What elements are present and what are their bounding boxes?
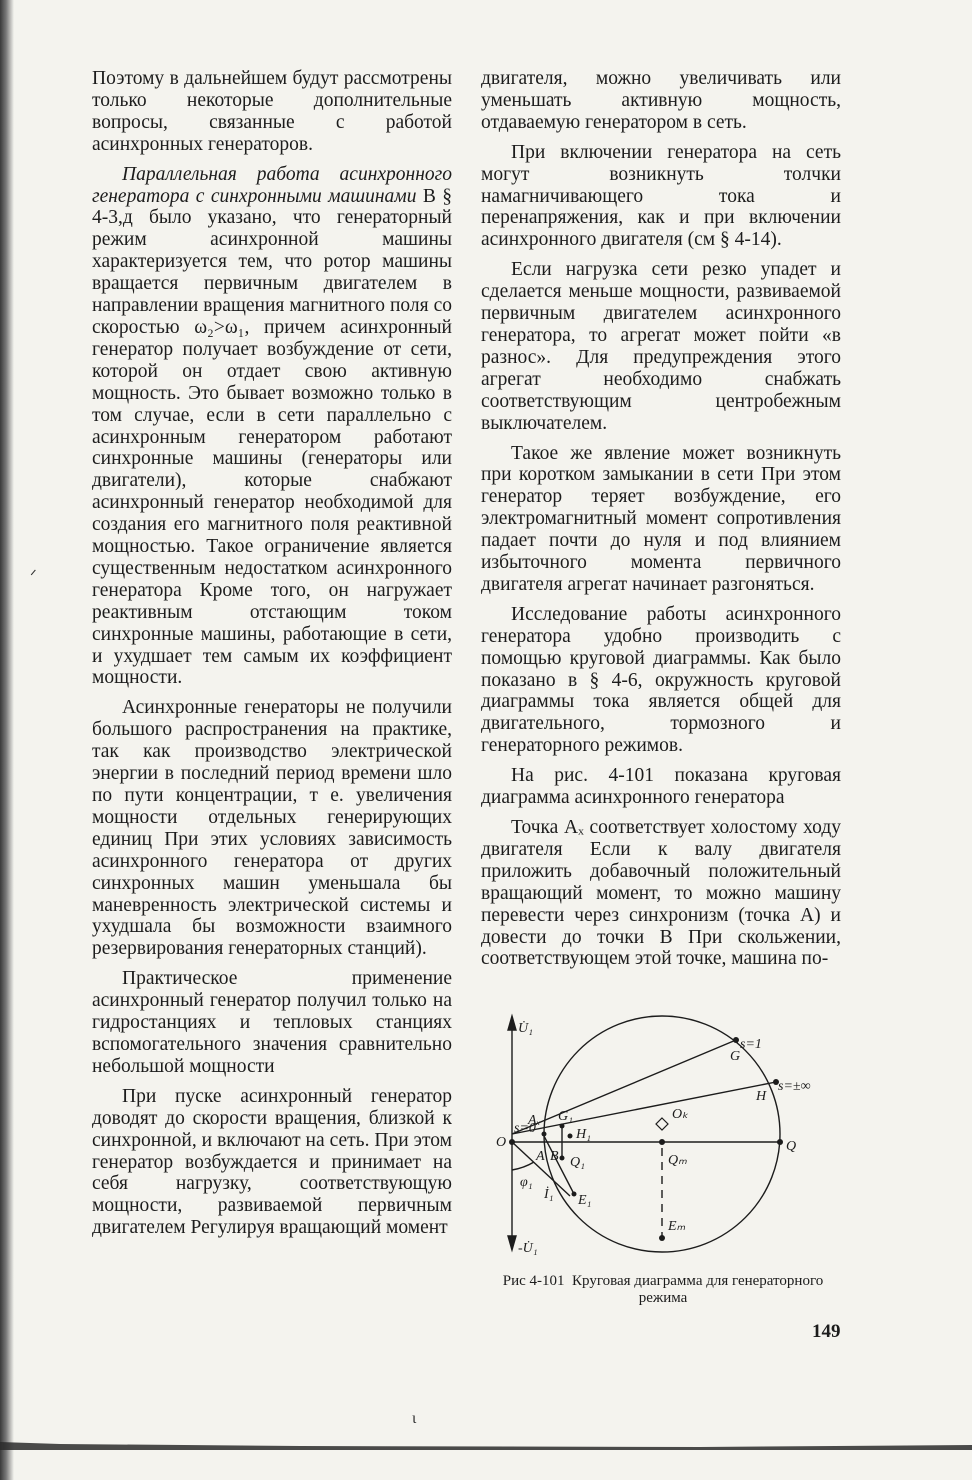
paragraph: Асинхронные генераторы не получили большого распространения на практике, так как производство электрической энергии в последний период времени шло по пути концентрации, т е. увеличения мощности отдельных генерирующих единиц При этих условиях зависимость асинхронного генератора от других синхронных машин уменьшала бы маневренность электрической системы и ухудшала бы возможности взаимного резервирования генераторных станций). bbox=[92, 697, 452, 960]
paragraph: При включении генератора на сеть могут возникнуть толчки намагничивающего тока и перенапряжения, как и при включении асинхронного двигателя (см § 4-14). bbox=[481, 141, 841, 251]
scan-mark: ι bbox=[412, 1410, 417, 1427]
neg-u1-arrow-icon bbox=[508, 1236, 516, 1250]
scan-shadow-left bbox=[0, 0, 14, 1480]
phi-arc bbox=[512, 1162, 534, 1170]
point-q bbox=[777, 1139, 783, 1145]
label-qm: Qₘ bbox=[668, 1153, 687, 1168]
label-h1: H₁ bbox=[576, 1127, 591, 1142]
left-text-column bbox=[92, 68, 452, 1239]
label-u1: U̇₁ bbox=[518, 1021, 533, 1036]
point-o bbox=[509, 1139, 515, 1145]
center-ok-marker bbox=[656, 1118, 668, 1130]
point-em bbox=[659, 1235, 665, 1241]
caption-text: Круговая диаграмма для генераторного режима bbox=[572, 1273, 824, 1306]
paragraph: Поэтому в дальнейшем будут рассмотрены только некоторые дополнительные вопросы, связанные с работой асинхронных генераторов. bbox=[92, 68, 452, 155]
label-a: A bbox=[536, 1149, 545, 1164]
line-to-g bbox=[512, 1040, 736, 1134]
scan-shadow-bottom bbox=[0, 1440, 972, 1450]
point-e1 bbox=[572, 1192, 577, 1197]
right-text-column bbox=[481, 68, 841, 970]
label-s1: s=1 bbox=[740, 1037, 762, 1052]
circle-diagram bbox=[478, 1008, 848, 1268]
label-q1: Q₁ bbox=[570, 1155, 585, 1170]
point-h1 bbox=[568, 1134, 573, 1139]
paragraph bbox=[92, 164, 452, 690]
point-a bbox=[542, 1132, 547, 1137]
label-e1: E₁ bbox=[578, 1193, 592, 1208]
label-ax: Aₓ bbox=[528, 1113, 541, 1128]
point-q1 bbox=[560, 1156, 565, 1161]
circle-diagram-figure bbox=[478, 1008, 848, 1268]
page-number: 149 bbox=[812, 1321, 841, 1342]
label-sinf: s=±∞ bbox=[778, 1079, 811, 1094]
paragraph: Практическое применение асинхронный генератор получил только на гидростанциях и тепловых станциях вспомогательного значения сравнительно небольшой мощности bbox=[92, 968, 452, 1077]
label-g: G bbox=[730, 1049, 741, 1064]
label-b: B bbox=[550, 1149, 559, 1164]
figure-caption bbox=[478, 1273, 848, 1307]
label-o: O bbox=[496, 1135, 507, 1150]
scan-mark: ᐟ bbox=[30, 568, 37, 585]
paragraph: Если нагрузка сети резко упадет и сделается меньше мощности, развиваемой первичным двигателем асинхронного генератора, то агрегат может пойти «в разнос». Для предупреждения этого агрегат необходимо снабжать соответствующим центробежным выключателем. bbox=[481, 259, 841, 434]
label-s0: s=0 bbox=[514, 1121, 536, 1136]
paragraph: При пуске асинхронный генератор доводят до скорости вращения, близкой к синхронной, и включают на сеть. При этом генератор возбуждается и принимает на себя нагрузку, соответствующую мощности, развиваемой первичным двигателем Регулируя вращающий момент bbox=[92, 1085, 452, 1239]
label-i1: İ₁ bbox=[544, 1187, 554, 1202]
paragraph: На рис. 4-101 показана круговая диаграмма асинхронного генератора bbox=[481, 765, 841, 809]
paragraph-text: В § 4-3,д было указано, что генераторный режим асинхронной машины характеризуется тем, что ротор машины вращается первичным двигателем в направлении вращения магнитного поля со скоростью ω₂>ω₁, причем асинхронный генератор получает возбуждение от сети, которой он отдает свою активную мощность. Это бывает возможно только в том случае, если в сети параллельно с асинхронным генератором работают синхронные машины (генераторы или двигатели), которые снабжают асинхронный генератор необходимой для создания его магнитного поля реактивной мощностью. Такое ограничение является существенным недостатком асинхронного генератора Кроме того, он нагружает реактивным отстающим током синхронные машины, работающие в сети, и ухудшает тем самым их коэффициент мощности. bbox=[92, 185, 452, 689]
paragraph: Такое же явление может возникнуть при коротком замыкании в сети При этом генератор теряет возбуждение, его электромагнитный момент сопротивления падает почти до нуля и под влиянием избыточного момента первичного двигателя агрегат начинает разгоняться. bbox=[481, 442, 841, 595]
label-em: Eₘ bbox=[668, 1219, 686, 1234]
line-to-h bbox=[512, 1082, 776, 1134]
label-ok: Oₖ bbox=[672, 1107, 689, 1122]
paragraph: Исследование работы асинхронного генератора удобно производить с помощью круговой диаграммы. Как было показано в § 4-6, окружность круговой диаграммы тока является общей для двигательного, тормозного и генераторного режимов. bbox=[481, 603, 841, 757]
label-phi1: φ₁ bbox=[520, 1175, 533, 1190]
point-g1 bbox=[560, 1124, 565, 1129]
caption-number: Рис 4-101 bbox=[502, 1273, 565, 1289]
label-h: H bbox=[756, 1089, 767, 1104]
u1-arrow-icon bbox=[508, 1016, 516, 1030]
label-neg-u1: -U̇₁ bbox=[518, 1241, 538, 1256]
label-g1: G₁ bbox=[558, 1109, 573, 1124]
point-g bbox=[733, 1037, 739, 1043]
paragraph: двигателя, можно увеличивать или уменьшать активную мощность, отдаваемую генератором в сеть. bbox=[481, 68, 841, 133]
paragraph: Точка Aₓ соответствует холостому ходу двигателя Если к валу двигателя приложить добавочный положительный вращающий момент, то можно машину перевести через синхронизм (точка A) и довести до точки B При скольжении, соответствующем этой точке, машина по- bbox=[481, 817, 841, 970]
italic-heading: Параллельная работа асинхронного генератора с синхронными машинами bbox=[92, 163, 452, 207]
point-qm bbox=[659, 1139, 665, 1145]
label-q: Q bbox=[786, 1139, 797, 1154]
